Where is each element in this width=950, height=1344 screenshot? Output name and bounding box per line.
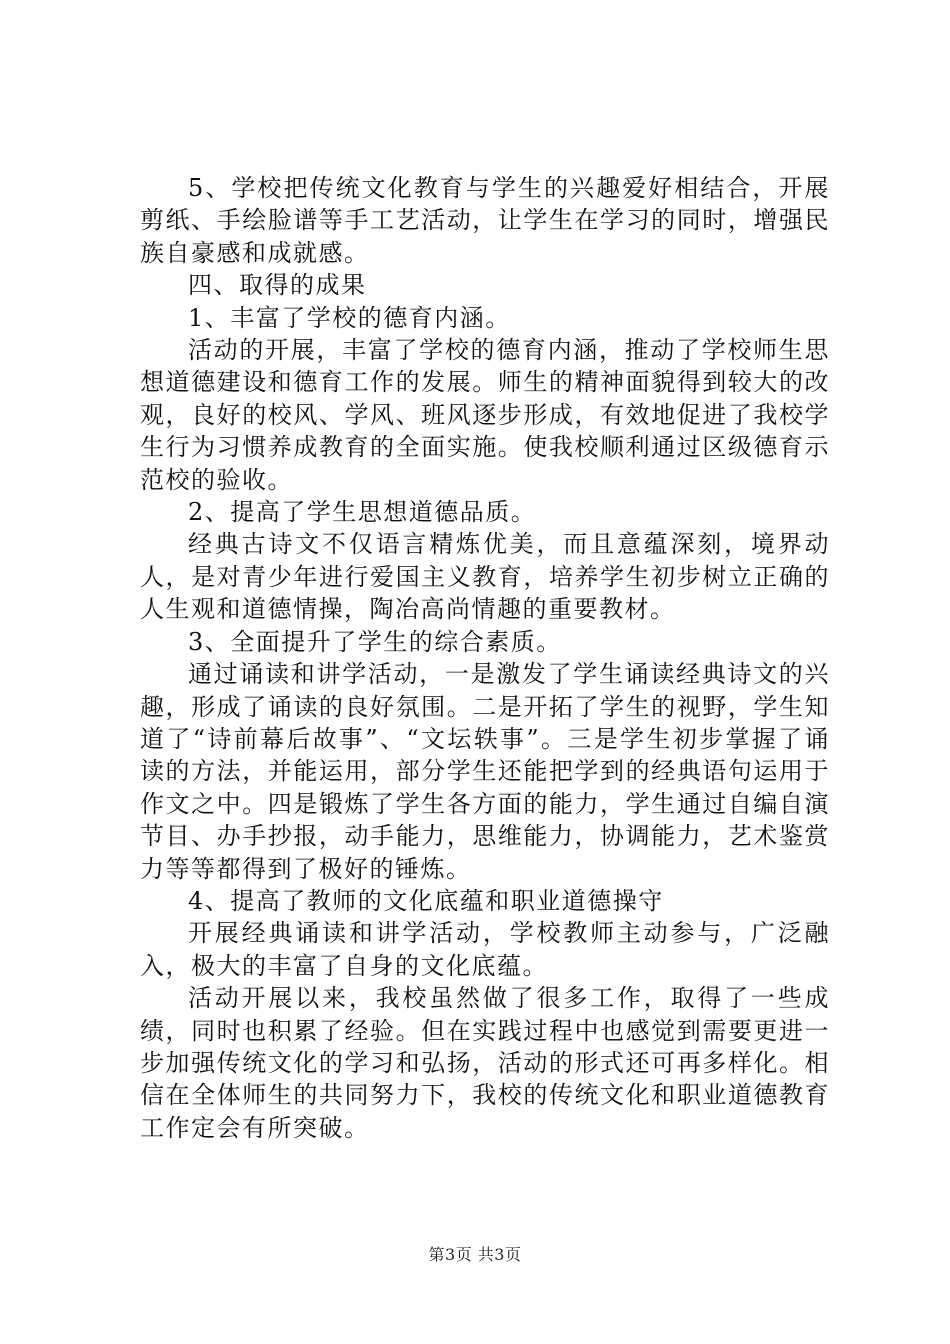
paragraph-2-body: 经典古诗文不仅语言精炼优美，而且意蕴深刻，境界动人，是对青少年进行爱国主义教育，培养学生初步树立正确的人生观和道德情操，陶冶高尚情趣的重要教材。 xyxy=(140,530,830,624)
section-heading-achievements: 四、取得的成果 xyxy=(188,271,367,300)
subheading-3: 3、全面提升了学生的综合素质。 xyxy=(188,627,562,656)
subheading-4: 4、提高了教师的文化底蕴和职业道德操守 xyxy=(188,886,664,915)
paragraph-1-body: 活动的开展，丰富了学校的德育内涵，推动了学校师生思想道德建设和德育工作的发展。师生的精神面貌得到较大的改观，良好的校风、学风、班风逐步形成，有效地促进了我校学生行为习惯养成教育的全面实施。使我校顺利通过区级德育示范校的验收。 xyxy=(140,336,830,494)
paragraph-3-body: 通过诵读和讲学活动，一是激发了学生诵读经典诗文的兴趣，形成了诵读的良好氛围。二是开拓了学生的视野，学生知道了“诗前幕后故事”、“文坛轶事”。三是学生初步掌握了诵读的方法，并能运用，部分学生还能把学到的经典语句运用于作文之中。四是锻炼了学生各方面的能力，学生通过自编自演节目、办手抄报，动手能力，思维能力，协调能力，艺术鉴赏力等等都得到了极好的锤炼。 xyxy=(140,660,830,883)
document-body xyxy=(140,172,830,1144)
paragraph-item-5: 5、学校把传统文化教育与学生的兴趣爱好相结合，开展剪纸、手绘脸谱等手工艺活动，让学生在学习的同时，增强民族自豪感和成就感。 xyxy=(140,174,830,267)
subheading-2: 2、提高了学生思想道德品质。 xyxy=(188,498,537,527)
page-footer: 第3页 共3页 xyxy=(428,1245,522,1264)
subheading-1: 1、丰富了学校的德育内涵。 xyxy=(188,303,511,332)
conclusion-paragraph: 活动开展以来，我校虽然做了很多工作，取得了一些成绩，同时也积累了经验。但在实践过程中也感觉到需要更进一步加强传统文化的学习和弘扬，活动的形式还可再多样化。相信在全体师生的共同努力下，我校的传统文化和职业道德教育工作定会有所突破。 xyxy=(140,984,830,1142)
paragraph-4-body: 开展经典诵读和讲学活动，学校教师主动参与，广泛融入，极大的丰富了自身的文化底蕴。 xyxy=(140,919,830,980)
